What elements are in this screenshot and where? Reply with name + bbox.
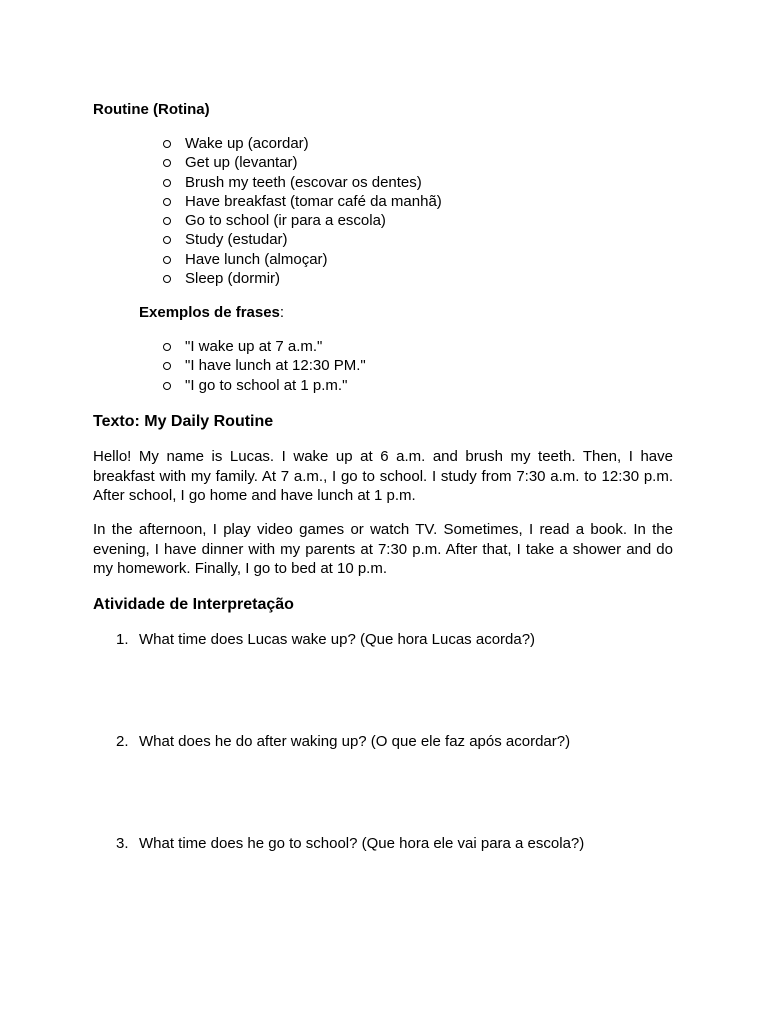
question-number: 2. [116,733,129,750]
question-number: 1. [116,631,129,648]
routine-item: Sleep (dormir) [162,269,442,288]
example-item: "I have lunch at 12:30 PM." [162,356,366,375]
question-item [116,631,535,648]
activity-heading: Atividade de Interpretação [93,596,294,613]
question-item [116,835,584,852]
question-item [116,733,570,750]
examples-heading [139,304,284,321]
routine-heading: Routine (Rotina) [93,101,210,118]
routine-item: Have breakfast (tomar café da manhã) [162,192,442,211]
text-paragraph: Hello! My name is Lucas. I wake up at 6 a.m. and brush my teeth. Then, I have breakfast with my family. At 7 a.m., I go to school. I study from 7:30 a.m. to 12:30 p.m. After school, I go home and have lunch at 1 p.m. [93,448,673,505]
routine-item: Get up (levantar) [162,153,442,172]
text-heading: Texto: My Daily Routine [93,413,274,430]
question-text: What does he do after waking up? (O que ele faz após acordar?) [139,733,571,750]
routine-item: Brush my teeth (escovar os dentes) [162,173,442,192]
question-number: 3. [116,835,129,852]
routine-list [162,134,442,288]
routine-item: Study (estudar) [162,230,442,249]
routine-item: Have lunch (almoçar) [162,250,442,269]
text-paragraph: In the afternoon, I play video games or watch TV. Sometimes, I read a book. In the evening, I have dinner with my parents at 7:30 p.m. After that, I take a shower and do my homework. Finally, I go to bed at 10 p.m. [93,521,673,578]
routine-item: Wake up (acordar) [162,134,442,153]
question-text: What time does Lucas wake up? (Que hora Lucas acorda?) [139,631,536,648]
examples-heading-suffix: : [279,304,285,321]
question-text: What time does he go to school? (Que hora ele vai para a escola?) [139,835,585,852]
examples-list [162,337,366,395]
examples-heading-bold: Exemplos de frases [139,304,280,321]
example-item: "I go to school at 1 p.m." [162,376,366,395]
example-item: "I wake up at 7 a.m." [162,337,366,356]
routine-item: Go to school (ir para a escola) [162,211,442,230]
